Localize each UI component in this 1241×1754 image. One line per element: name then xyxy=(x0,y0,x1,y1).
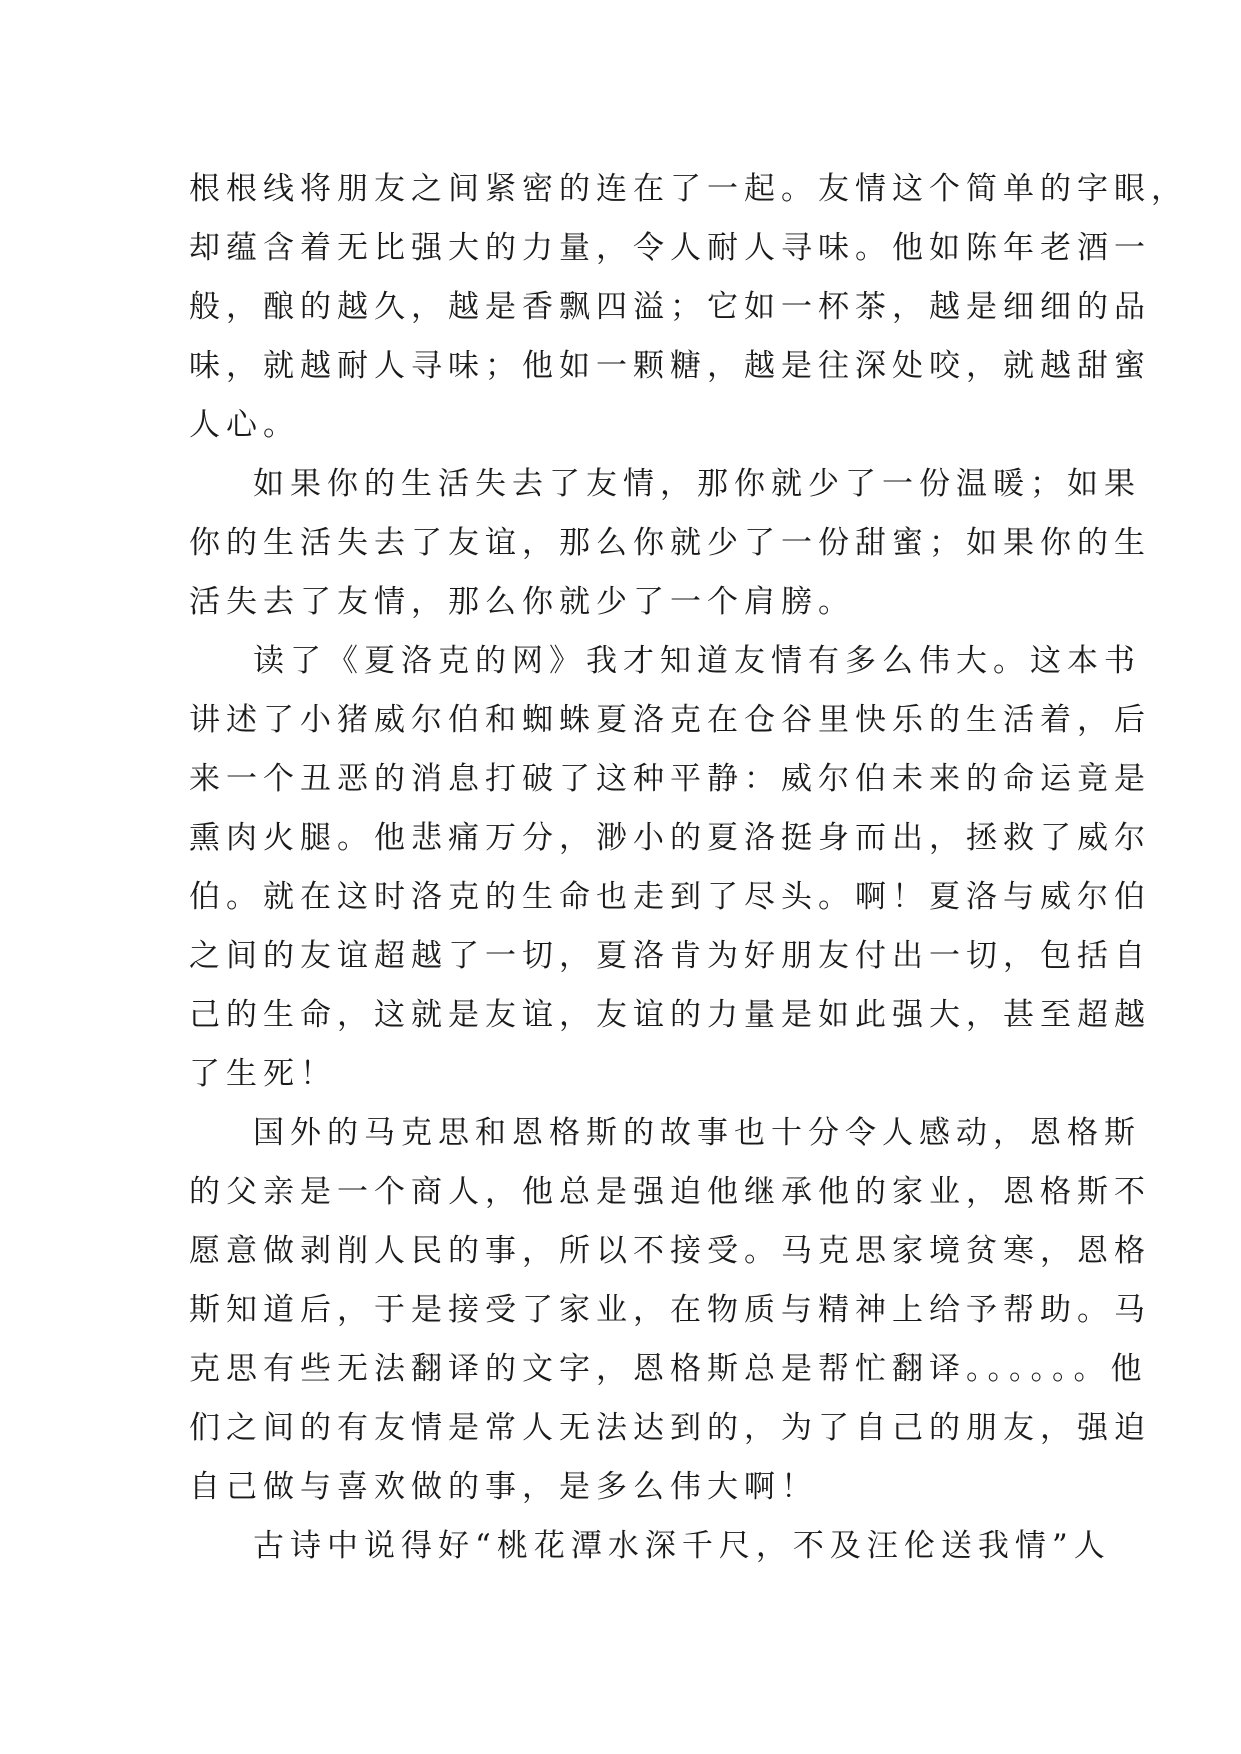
text-line: 你的生活失去了友谊，那么你就少了一份甜蜜；如果你的生 xyxy=(189,525,1151,561)
text-line: 己的生命，这就是友谊，友谊的力量是如此强大，甚至超越 xyxy=(189,997,1151,1033)
text-line: 人心。 xyxy=(189,407,300,443)
text-line: 般，酿的越久，越是香飘四溢；它如一杯茶，越是细细的品 xyxy=(189,289,1151,325)
paragraph-first-line: 国外的马克思和恩格斯的故事也十分令人感动，恩格斯 xyxy=(253,1115,1141,1151)
text-line: 讲述了小猪威尔伯和蜘蛛夏洛克在仓谷里快乐的生活着，后 xyxy=(189,702,1151,738)
text-line: 味，就越耐人寻味；他如一颗糖，越是往深处咬，就越甜蜜 xyxy=(189,348,1151,384)
text-line: 们之间的有友情是常人无法达到的，为了自己的朋友，强迫 xyxy=(189,1410,1151,1446)
text-line: 之间的友谊超越了一切，夏洛肯为好朋友付出一切，包括自 xyxy=(189,938,1151,974)
paragraph-first-line: 读了《夏洛克的网》我才知道友情有多么伟大。这本书 xyxy=(253,643,1141,679)
text-line: 的父亲是一个商人，他总是强迫他继承他的家业，恩格斯不 xyxy=(189,1174,1151,1210)
paragraph-first-line: 古诗中说得好“桃花潭水深千尺，不及汪伦送我情”人 xyxy=(253,1528,1111,1564)
text-line: 伯。就在这时洛克的生命也走到了尽头。啊！夏洛与威尔伯 xyxy=(189,879,1151,915)
text-line: 根根线将朋友之间紧密的连在了一起。友情这个简单的字眼， xyxy=(189,171,1188,207)
text-line: 来一个丑恶的消息打破了这种平静：威尔伯未来的命运竟是 xyxy=(189,761,1151,797)
text-line: 熏肉火腿。他悲痛万分，渺小的夏洛挺身而出，拯救了威尔 xyxy=(189,820,1151,856)
text-line: 却蕴含着无比强大的力量，令人耐人寻味。他如陈年老酒一 xyxy=(189,230,1151,266)
paragraph-first-line: 如果你的生活失去了友情，那你就少了一份温暖；如果 xyxy=(253,466,1141,502)
text-line: 活失去了友情，那么你就少了一个肩膀。 xyxy=(189,584,855,620)
text-line: 克思有些无法翻译的文字，恩格斯总是帮忙翻译。。。。。。他 xyxy=(189,1351,1148,1387)
document-body xyxy=(189,160,1188,1576)
text-line: 斯知道后，于是接受了家业，在物质与精神上给予帮助。马 xyxy=(189,1292,1151,1328)
text-line: 了生死！ xyxy=(189,1056,337,1092)
text-line: 愿意做剥削人民的事，所以不接受。马克思家境贫寒，恩格 xyxy=(189,1233,1151,1269)
text-line: 自己做与喜欢做的事，是多么伟大啊！ xyxy=(189,1469,818,1505)
